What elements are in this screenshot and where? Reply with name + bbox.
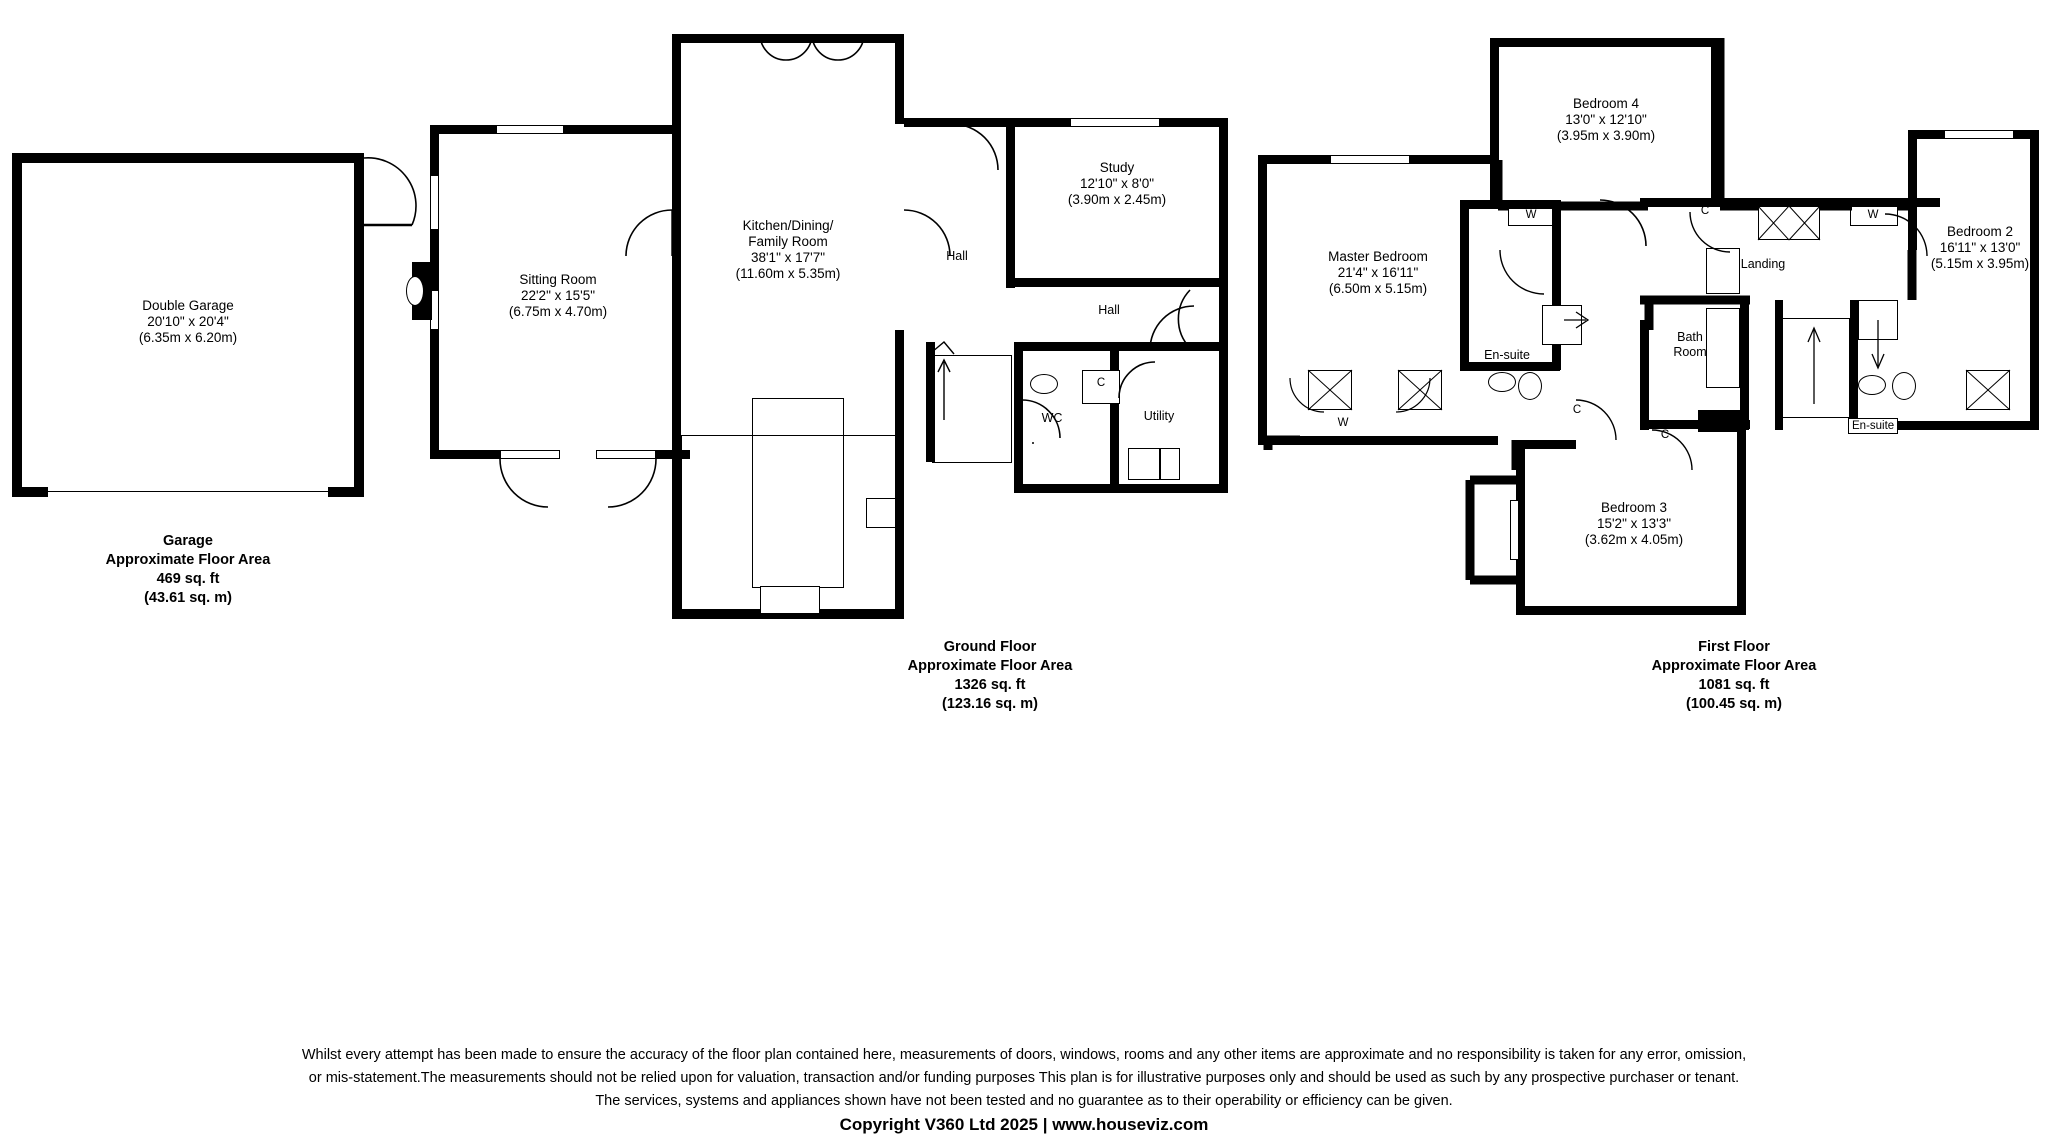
room-label-bedroom-4: Bedroom 4 13'0" x 12'10" (3.95m x 3.90m) — [1556, 96, 1656, 143]
gf-sink — [760, 586, 820, 614]
ff-wardrobe-master-a — [1308, 370, 1352, 410]
ff-toilet-ensuite1 — [1518, 372, 1542, 400]
gf-wall-kitchen-top — [672, 34, 904, 43]
room-label-c-hall: C — [1572, 404, 1582, 416]
gf-hob — [866, 498, 896, 528]
room-label-bedroom-2: Bedroom 2 16'11" x 13'0" (5.15m x 3.95m) — [1930, 224, 2030, 271]
room-label-sitting-room: Sitting Room 22'2" x 15'5" (6.75m x 4.70m) — [508, 272, 608, 319]
ff-window-master-top — [1330, 155, 1410, 164]
ff-window-bed3-left — [1510, 500, 1519, 560]
disclaimer-line-2: or mis-statement.The measurements should not be relied upon for valuation, transaction and/or funding purposes This plan is for illustrative purposes only and should be used as such by any prospective purchaser or tenant. — [308, 1070, 1740, 1086]
gf-wall-sitting-left-c — [430, 330, 439, 450]
gf-window-sitting-bottom-b — [596, 450, 656, 459]
ff-cupboard-solid — [1698, 410, 1742, 432]
room-label-c-landing: C — [1700, 205, 1710, 217]
room-label-wc: WC — [1041, 411, 1063, 425]
gf-wall-hall-right — [1219, 342, 1228, 492]
garage-area-block: Garage Approximate Floor Area 469 sq. ft (43.61 sq. m) — [105, 533, 271, 606]
gf-wall-kitchen-left — [672, 34, 681, 619]
gf-wall-wc-right — [1110, 342, 1119, 492]
ground-floor-area-block: Ground Floor Approximate Floor Area 1326 sq. ft (123.16 sq. m) — [907, 639, 1073, 712]
room-label-kitchen-dining-family: Kitchen/Dining/ Family Room 38'1" x 17'7" (11.60m x 5.35m) — [735, 218, 841, 281]
gf-counter-bottom — [681, 435, 896, 610]
gf-wall-kitchen-right — [895, 34, 904, 124]
gf-wall-hall-lower — [1014, 342, 1228, 351]
room-label-study: Study 12'10" x 8'0" (3.90m x 2.45m) — [1067, 160, 1167, 207]
gf-window-sitting-bottom-a — [500, 450, 560, 459]
ff-wardrobe-landing — [1758, 206, 1820, 240]
ff-stairs — [1780, 318, 1850, 418]
room-label-ensuite-2: En-suite — [1848, 418, 1898, 434]
gf-wall-hall-top — [904, 118, 1014, 127]
garage-wall-right — [354, 153, 364, 497]
room-label-utility: Utility — [1143, 409, 1175, 423]
ff-wardrobe-bed2 — [1966, 370, 2010, 410]
room-label-gf-cupboard: C — [1096, 377, 1106, 389]
ff-wall-bed2-right — [2030, 130, 2039, 430]
gf-wall-study-bottom — [1006, 278, 1228, 287]
gf-window-sitting-top — [496, 125, 564, 134]
gf-window-study-top — [1070, 118, 1160, 127]
ff-wall-stair-right — [1850, 300, 1858, 430]
garage-wall-left — [12, 153, 22, 497]
ff-shower-ensuite1 — [1542, 305, 1582, 345]
gf-stairs — [932, 355, 1012, 463]
ff-basin-ensuite2 — [1858, 375, 1886, 395]
room-label-ensuite-1: En-suite — [1484, 348, 1530, 362]
ff-toilet-ensuite2 — [1892, 372, 1916, 400]
ff-wall-bed4-top — [1490, 38, 1720, 47]
gf-wall-sitting-left-a — [430, 125, 439, 175]
ff-wall-master-left — [1258, 155, 1267, 445]
first-floor-area-block: First Floor Approximate Floor Area 1081 sq. ft (100.45 sq. m) — [1651, 639, 1817, 712]
gf-wall-kitchen-right-b — [895, 330, 904, 618]
garage-door-opening — [46, 491, 330, 493]
ff-basin-ensuite1 — [1488, 372, 1516, 392]
gf-utility-appliance — [1128, 448, 1160, 480]
room-label-w-master: W — [1337, 417, 1349, 429]
garage-wall-bottom-left — [12, 487, 48, 497]
room-label-bedroom-3: Bedroom 3 15'2" x 13'3" (3.62m x 4.05m) — [1584, 500, 1684, 547]
ff-window-bed2-top — [1944, 130, 2014, 139]
room-label-landing: Landing — [1740, 257, 1786, 271]
ff-wall-master-bottom — [1258, 436, 1498, 445]
room-label-c-bath: C — [1660, 429, 1670, 441]
gf-window-sitting-left-a — [430, 175, 439, 230]
room-label-w-landing-left: W — [1525, 209, 1537, 221]
gf-wall-sitting-bottom-a — [430, 450, 500, 459]
gf-utility-counter — [1160, 448, 1180, 480]
ff-wall-ensuite1-bottom — [1460, 362, 1560, 371]
room-label-hall-lower: Hall — [1098, 303, 1120, 317]
gf-wc-basin — [1030, 374, 1058, 394]
garage-wall-top — [12, 153, 364, 163]
gf-wc-toilet — [1032, 442, 1034, 444]
gf-wall-utility-bottom — [1014, 484, 1228, 493]
disclaimer-line-3: The services, systems and appliances shown have not been tested and no guarantee as to their operability or efficiency can be given. — [595, 1093, 1453, 1109]
ff-wall-bed3-bottom — [1516, 606, 1746, 615]
room-label-hall-upper: Hall — [946, 249, 968, 263]
fireplace-hearth — [406, 276, 424, 306]
copyright-line: Copyright V360 Ltd 2025 | www.houseviz.com — [839, 1115, 1209, 1134]
room-label-bath-room: Bath Room — [1673, 330, 1707, 359]
room-label-w-landing-right: W — [1867, 209, 1879, 221]
ff-wall-bed3-top — [1516, 440, 1576, 449]
room-label-double-garage: Double Garage 20'10" x 20'4" (6.35m x 6.20m) — [138, 298, 238, 345]
room-label-master-bedroom: Master Bedroom 21'4" x 16'11" (6.50m x 5.15m) — [1328, 249, 1428, 296]
disclaimer-line-1: Whilst every attempt has been made to ensure the accuracy of the floor plan contained here, measurements of doors, windows, rooms and any other items are approximate and no responsibility is taken for any error, omission, — [301, 1047, 1747, 1063]
ff-wardrobe-master-b — [1398, 370, 1442, 410]
ff-wall-stair-left — [1775, 300, 1783, 430]
ff-shower-ensuite2 — [1858, 300, 1898, 340]
garage-wall-bottom-right — [328, 487, 364, 497]
